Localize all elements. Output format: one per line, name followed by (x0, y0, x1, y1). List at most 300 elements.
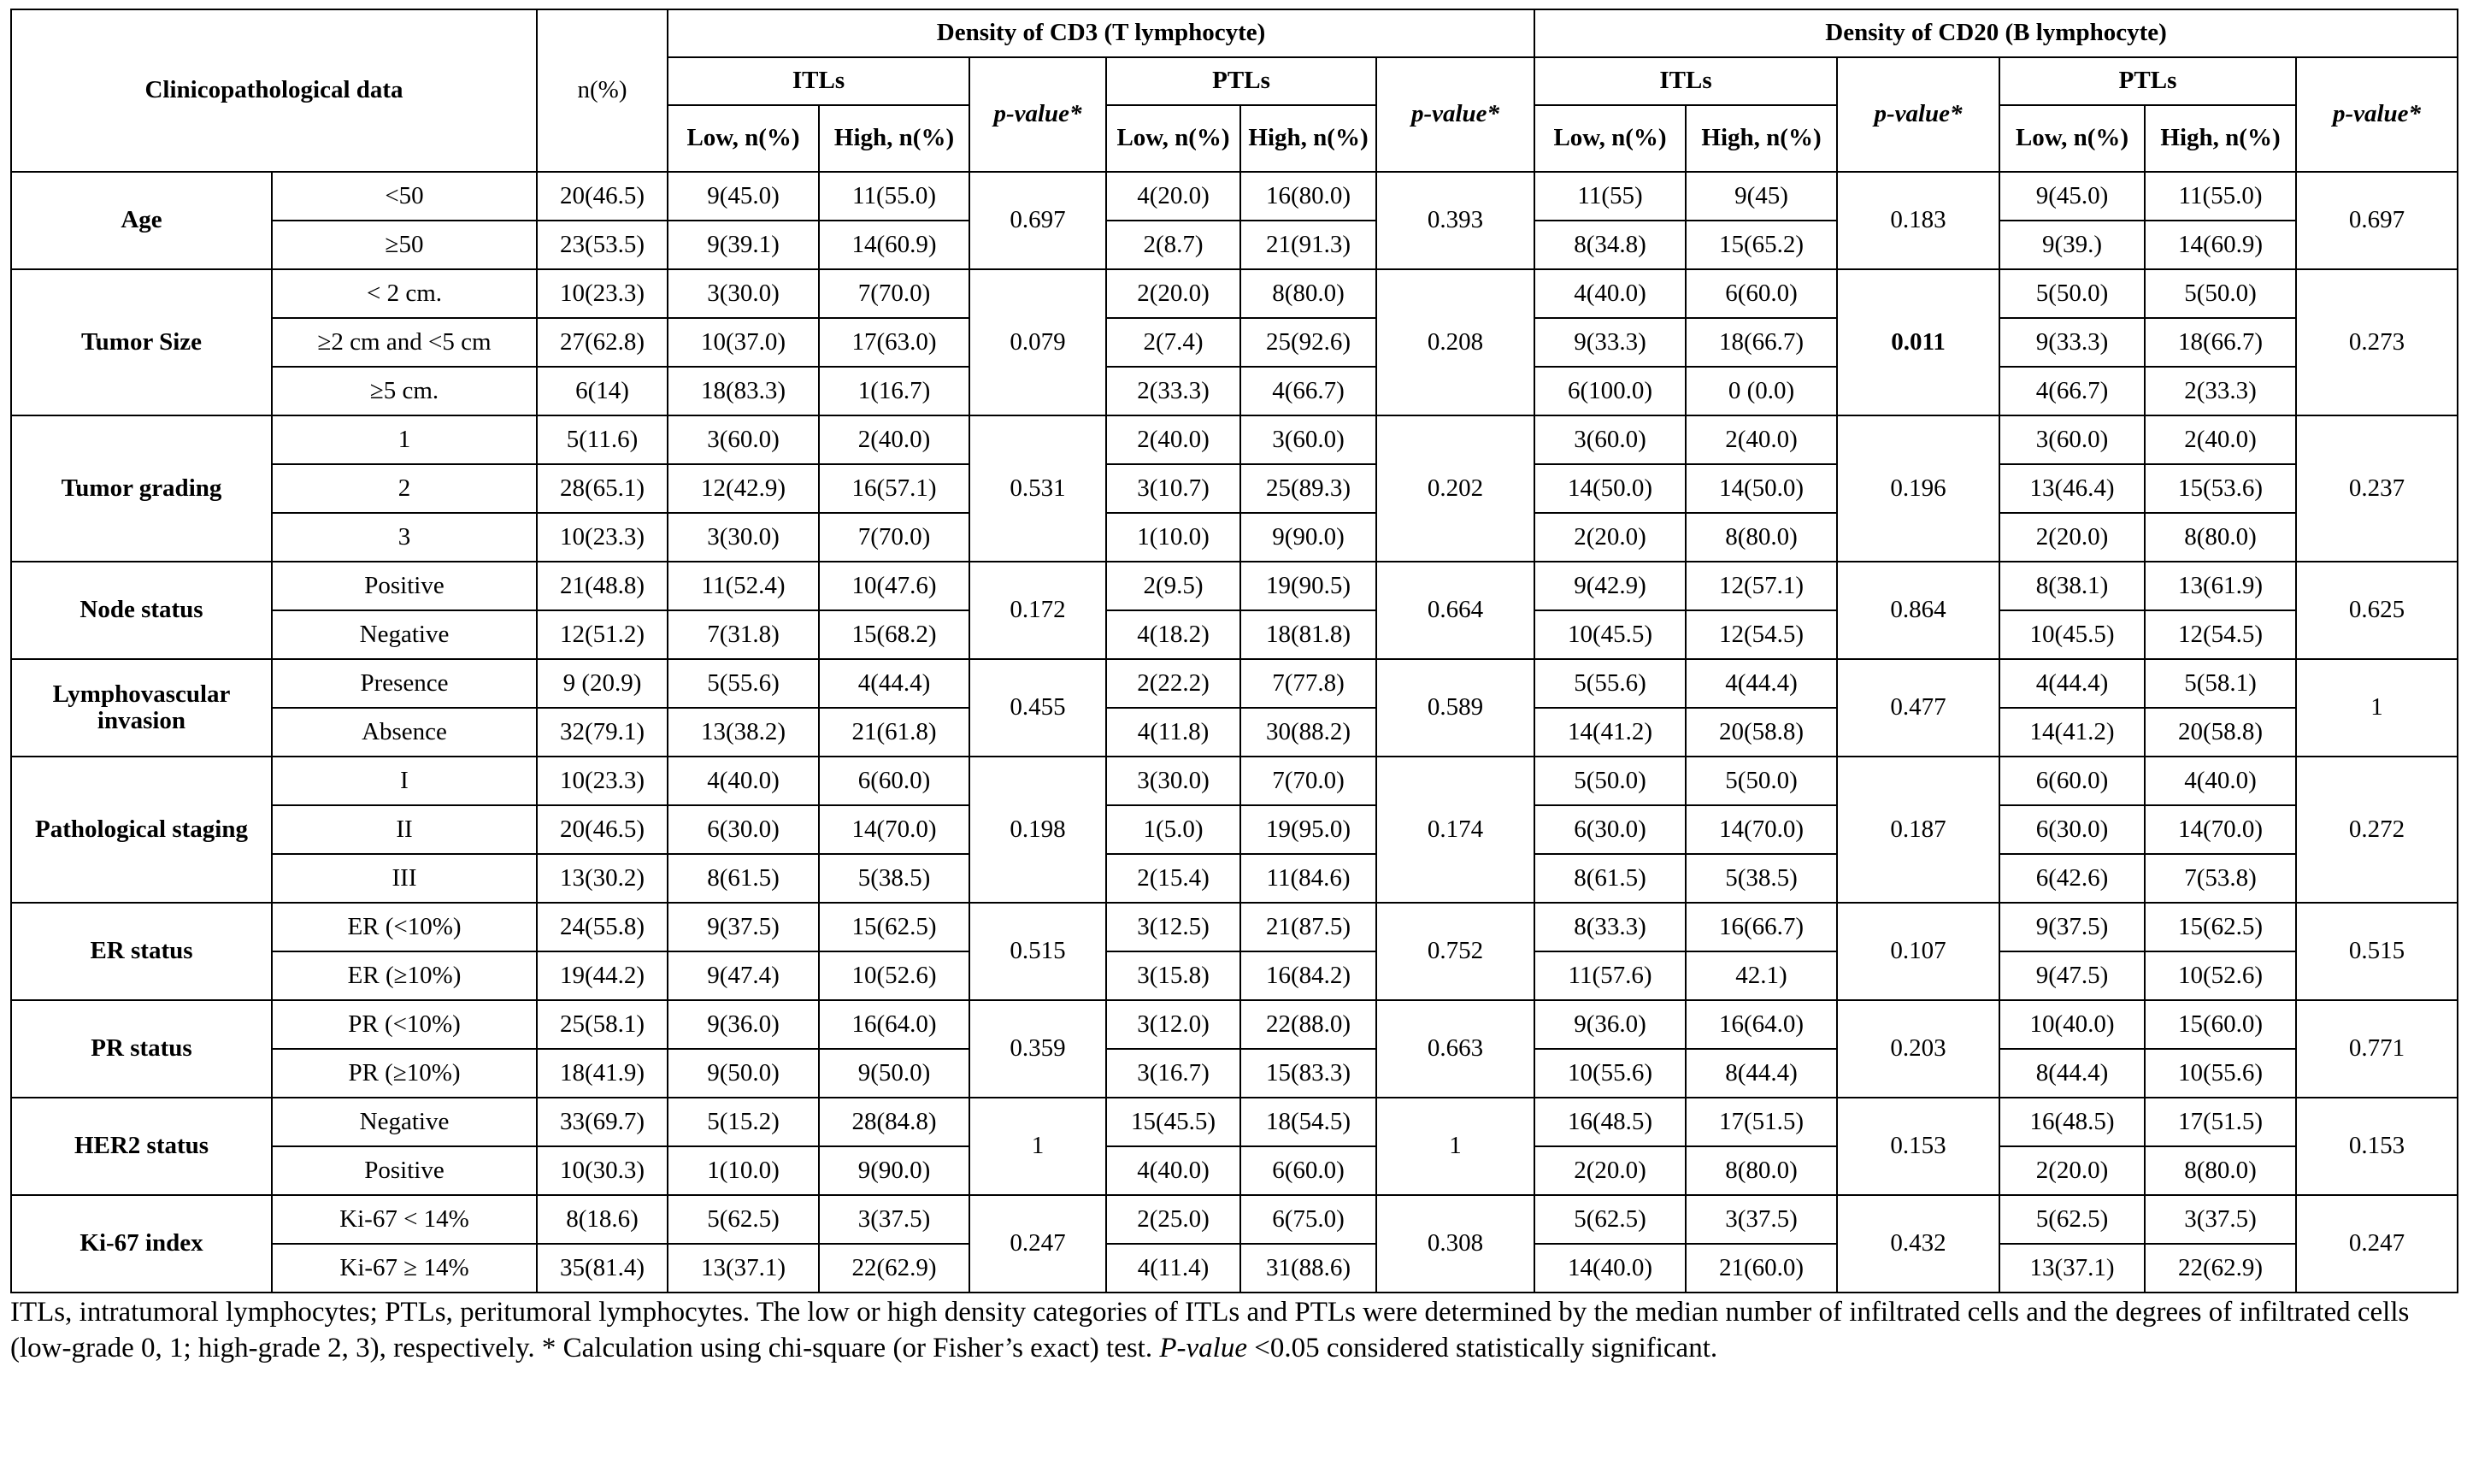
header-cd20-itls-high: High, n(%) (1686, 105, 1837, 172)
clinicopathological-table (10, 9, 2458, 1293)
cell-cd3-itl-low: 5(55.6) (668, 659, 819, 708)
cell-cd20-itl-high: 12(57.1) (1686, 562, 1837, 610)
subgroup-label: 1 (272, 415, 537, 464)
cell-cd20-itl-high: 21(60.0) (1686, 1244, 1837, 1293)
cell-cd3-ptl-high: 7(70.0) (1240, 757, 1376, 805)
cell-cd20-itl-high: 15(65.2) (1686, 221, 1837, 269)
cd3-itls-pvalue: 1 (969, 1098, 1106, 1195)
cell-cd20-itl-high: 14(70.0) (1686, 805, 1837, 854)
table-row (11, 1000, 2458, 1049)
cell-cd20-ptl-low: 10(45.5) (1999, 610, 2145, 659)
header-cd3-itls-high: High, n(%) (819, 105, 969, 172)
cell-cd3-itl-high: 14(60.9) (819, 221, 969, 269)
cell-cd20-ptl-high: 7(53.8) (2145, 854, 2296, 903)
cell-cd20-ptl-high: 10(55.6) (2145, 1049, 2296, 1098)
cell-cd20-ptl-low: 4(66.7) (1999, 367, 2145, 415)
subgroup-label: Presence (272, 659, 537, 708)
cd20-itls-pvalue: 0.864 (1837, 562, 1999, 659)
cell-cd3-itl-low: 7(31.8) (668, 610, 819, 659)
table-row (11, 269, 2458, 318)
group-label: ER status (11, 903, 272, 1000)
table-row (11, 513, 2458, 562)
cell-cd20-itl-low: 5(62.5) (1534, 1195, 1686, 1244)
cell-cd20-itl-high: 9(45) (1686, 172, 1837, 221)
cell-cd20-ptl-high: 20(58.8) (2145, 708, 2296, 757)
cd20-itls-pvalue: 0.196 (1837, 415, 1999, 562)
cell-cd20-itl-low: 6(30.0) (1534, 805, 1686, 854)
cd3-ptls-pvalue: 0.663 (1376, 1000, 1534, 1098)
subgroup-label: Ki-67 < 14% (272, 1195, 537, 1244)
cell-n: 9 (20.9) (537, 659, 668, 708)
table-row (11, 708, 2458, 757)
cell-cd3-itl-high: 10(47.6) (819, 562, 969, 610)
header-n: n(%) (537, 9, 668, 172)
table-row (11, 562, 2458, 610)
cell-cd3-ptl-high: 25(92.6) (1240, 318, 1376, 367)
cell-cd3-ptl-low: 3(12.5) (1106, 903, 1240, 951)
table-row (11, 464, 2458, 513)
cell-cd20-ptl-low: 9(45.0) (1999, 172, 2145, 221)
cell-cd20-ptl-low: 9(47.5) (1999, 951, 2145, 1000)
cell-cd3-ptl-low: 2(20.0) (1106, 269, 1240, 318)
cd20-ptls-pvalue: 0.697 (2296, 172, 2458, 269)
cell-cd3-itl-high: 14(70.0) (819, 805, 969, 854)
cell-cd3-itl-high: 6(60.0) (819, 757, 969, 805)
cd3-ptls-pvalue: 0.202 (1376, 415, 1534, 562)
cell-cd20-ptl-high: 17(51.5) (2145, 1098, 2296, 1146)
cell-cd20-ptl-high: 18(66.7) (2145, 318, 2296, 367)
cell-cd3-itl-low: 1(10.0) (668, 1146, 819, 1195)
cell-cd3-itl-high: 9(50.0) (819, 1049, 969, 1098)
cell-cd20-itl-low: 9(36.0) (1534, 1000, 1686, 1049)
header-cd3-itls-low: Low, n(%) (668, 105, 819, 172)
cd20-ptls-pvalue: 0.237 (2296, 415, 2458, 562)
cell-n: 18(41.9) (537, 1049, 668, 1098)
group-label: HER2 status (11, 1098, 272, 1195)
cell-cd20-itl-low: 14(41.2) (1534, 708, 1686, 757)
cell-cd20-ptl-high: 4(40.0) (2145, 757, 2296, 805)
cd20-itls-pvalue: 0.187 (1837, 757, 1999, 903)
header-cd3: Density of CD3 (T lymphocyte) (668, 9, 1534, 57)
cell-cd3-itl-low: 12(42.9) (668, 464, 819, 513)
header-cd3-ptls-pvalue: p-value* (1376, 57, 1534, 172)
cell-cd3-ptl-high: 9(90.0) (1240, 513, 1376, 562)
cell-cd20-ptl-low: 13(46.4) (1999, 464, 2145, 513)
subgroup-label: PR (≥10%) (272, 1049, 537, 1098)
cd20-itls-pvalue: 0.107 (1837, 903, 1999, 1000)
header-cd20-itls-pvalue: p-value* (1837, 57, 1999, 172)
cell-cd20-itl-low: 4(40.0) (1534, 269, 1686, 318)
cd20-itls-pvalue: 0.477 (1837, 659, 1999, 757)
cell-cd3-ptl-high: 18(81.8) (1240, 610, 1376, 659)
cell-cd3-ptl-low: 1(5.0) (1106, 805, 1240, 854)
cell-cd20-ptl-high: 13(61.9) (2145, 562, 2296, 610)
cell-cd20-itl-high: 12(54.5) (1686, 610, 1837, 659)
cell-cd20-ptl-high: 12(54.5) (2145, 610, 2296, 659)
cell-cd3-ptl-low: 3(12.0) (1106, 1000, 1240, 1049)
cell-cd3-itl-low: 9(45.0) (668, 172, 819, 221)
header-cd20-itls-low: Low, n(%) (1534, 105, 1686, 172)
cell-cd3-ptl-low: 3(16.7) (1106, 1049, 1240, 1098)
cell-cd20-ptl-low: 8(44.4) (1999, 1049, 2145, 1098)
cell-cd3-itl-high: 17(63.0) (819, 318, 969, 367)
cell-cd3-itl-high: 7(70.0) (819, 269, 969, 318)
cell-cd3-ptl-high: 4(66.7) (1240, 367, 1376, 415)
table-row (11, 367, 2458, 415)
cell-cd3-itl-low: 3(30.0) (668, 269, 819, 318)
cell-cd20-ptl-high: 15(60.0) (2145, 1000, 2296, 1049)
cell-cd3-ptl-low: 2(8.7) (1106, 221, 1240, 269)
cell-cd3-itl-low: 9(37.5) (668, 903, 819, 951)
cell-cd20-itl-high: 6(60.0) (1686, 269, 1837, 318)
header-cd3-ptls: PTLs (1106, 57, 1376, 105)
cell-cd3-ptl-low: 4(18.2) (1106, 610, 1240, 659)
cd3-ptls-pvalue: 0.393 (1376, 172, 1534, 269)
cell-cd20-ptl-high: 15(62.5) (2145, 903, 2296, 951)
table-row (11, 221, 2458, 269)
cd3-ptls-pvalue: 1 (1376, 1098, 1534, 1195)
cell-cd3-itl-high: 21(61.8) (819, 708, 969, 757)
cd3-itls-pvalue: 0.247 (969, 1195, 1106, 1293)
cell-cd3-itl-low: 9(36.0) (668, 1000, 819, 1049)
cell-cd20-ptl-high: 5(58.1) (2145, 659, 2296, 708)
subgroup-label: I (272, 757, 537, 805)
cell-cd20-itl-high: 4(44.4) (1686, 659, 1837, 708)
cell-cd20-ptl-high: 15(53.6) (2145, 464, 2296, 513)
cell-cd3-ptl-low: 2(33.3) (1106, 367, 1240, 415)
cell-cd20-itl-high: 2(40.0) (1686, 415, 1837, 464)
cell-cd20-itl-low: 8(61.5) (1534, 854, 1686, 903)
cd3-ptls-pvalue: 0.174 (1376, 757, 1534, 903)
cell-cd3-ptl-high: 19(95.0) (1240, 805, 1376, 854)
cell-cd3-ptl-high: 16(80.0) (1240, 172, 1376, 221)
subgroup-label: ≥5 cm. (272, 367, 537, 415)
cd3-itls-pvalue: 0.515 (969, 903, 1106, 1000)
cell-cd3-ptl-low: 2(15.4) (1106, 854, 1240, 903)
cell-cd3-itl-high: 4(44.4) (819, 659, 969, 708)
group-label: Age (11, 172, 272, 269)
cell-cd3-itl-low: 9(39.1) (668, 221, 819, 269)
cell-cd20-ptl-low: 6(30.0) (1999, 805, 2145, 854)
cell-n: 20(46.5) (537, 172, 668, 221)
cell-cd3-ptl-high: 21(87.5) (1240, 903, 1376, 951)
cell-cd3-ptl-low: 1(10.0) (1106, 513, 1240, 562)
cell-cd20-itl-low: 8(33.3) (1534, 903, 1686, 951)
table-row (11, 805, 2458, 854)
cell-cd20-ptl-low: 9(33.3) (1999, 318, 2145, 367)
cell-cd20-itl-low: 16(48.5) (1534, 1098, 1686, 1146)
table-row (11, 1195, 2458, 1244)
cd20-itls-pvalue: 0.153 (1837, 1098, 1999, 1195)
subgroup-label: Negative (272, 610, 537, 659)
header-cd3-itls: ITLs (668, 57, 969, 105)
cell-cd20-ptl-low: 6(42.6) (1999, 854, 2145, 903)
cell-cd3-ptl-low: 2(25.0) (1106, 1195, 1240, 1244)
table-row (11, 172, 2458, 221)
cd3-itls-pvalue: 0.697 (969, 172, 1106, 269)
cell-cd20-itl-high: 8(80.0) (1686, 1146, 1837, 1195)
cd20-ptls-pvalue: 0.515 (2296, 903, 2458, 1000)
subgroup-label: <50 (272, 172, 537, 221)
cell-n: 10(30.3) (537, 1146, 668, 1195)
table-row (11, 1146, 2458, 1195)
cell-cd20-itl-low: 5(55.6) (1534, 659, 1686, 708)
cell-cd20-ptl-high: 11(55.0) (2145, 172, 2296, 221)
cd20-itls-pvalue: 0.203 (1837, 1000, 1999, 1098)
cell-cd3-ptl-high: 21(91.3) (1240, 221, 1376, 269)
cell-cd3-itl-high: 15(62.5) (819, 903, 969, 951)
cell-cd3-ptl-high: 7(77.8) (1240, 659, 1376, 708)
cd3-itls-pvalue: 0.359 (969, 1000, 1106, 1098)
table-footnote (10, 1295, 2457, 1367)
cell-cd3-itl-high: 2(40.0) (819, 415, 969, 464)
group-label: Node status (11, 562, 272, 659)
cell-cd20-ptl-low: 5(62.5) (1999, 1195, 2145, 1244)
cell-cd20-itl-low: 11(57.6) (1534, 951, 1686, 1000)
table-row (11, 903, 2458, 951)
group-label: Pathological staging (11, 757, 272, 903)
cell-n: 13(30.2) (537, 854, 668, 903)
cell-n: 21(48.8) (537, 562, 668, 610)
cell-cd20-ptl-low: 14(41.2) (1999, 708, 2145, 757)
cell-cd3-itl-low: 10(37.0) (668, 318, 819, 367)
cd20-ptls-pvalue: 0.247 (2296, 1195, 2458, 1293)
cell-cd20-itl-low: 6(100.0) (1534, 367, 1686, 415)
cell-cd3-ptl-high: 30(88.2) (1240, 708, 1376, 757)
cell-cd20-ptl-low: 5(50.0) (1999, 269, 2145, 318)
footnote-text: ITLs, intratumoral lymphocytes; PTLs, peritumoral lymphocytes. The low or high density categories of ITLs and PTLs were determined by the median number of infiltrated cells and the degrees of infiltrated cells (low-grade 0, 1; high-grade 2, 3), respectively. * Calculation using chi-square (or Fisher’s exact) test. (10, 1297, 2410, 1363)
cell-n: 12(51.2) (537, 610, 668, 659)
cell-cd3-itl-low: 9(47.4) (668, 951, 819, 1000)
header-cd20-ptls-low: Low, n(%) (1999, 105, 2145, 172)
cell-cd20-itl-low: 9(33.3) (1534, 318, 1686, 367)
table-row (11, 659, 2458, 708)
cd20-ptls-pvalue: 0.273 (2296, 269, 2458, 415)
cell-n: 28(65.1) (537, 464, 668, 513)
cd3-ptls-pvalue: 0.589 (1376, 659, 1534, 757)
cell-cd3-itl-high: 10(52.6) (819, 951, 969, 1000)
subgroup-label: ER (≥10%) (272, 951, 537, 1000)
cell-cd3-ptl-high: 16(84.2) (1240, 951, 1376, 1000)
cell-cd20-ptl-high: 2(40.0) (2145, 415, 2296, 464)
cell-cd20-itl-high: 3(37.5) (1686, 1195, 1837, 1244)
subgroup-label: ≥50 (272, 221, 537, 269)
cell-cd20-ptl-low: 6(60.0) (1999, 757, 2145, 805)
cd3-itls-pvalue: 0.079 (969, 269, 1106, 415)
table-row (11, 854, 2458, 903)
cell-n: 5(11.6) (537, 415, 668, 464)
cell-cd20-itl-high: 16(66.7) (1686, 903, 1837, 951)
cell-cd20-ptl-high: 14(60.9) (2145, 221, 2296, 269)
header-cd20: Density of CD20 (B lymphocyte) (1534, 9, 2458, 57)
cell-cd3-ptl-high: 25(89.3) (1240, 464, 1376, 513)
cell-cd20-itl-high: 8(44.4) (1686, 1049, 1837, 1098)
cd20-itls-pvalue: 0.183 (1837, 172, 1999, 269)
cd20-ptls-pvalue: 1 (2296, 659, 2458, 757)
cell-n: 23(53.5) (537, 221, 668, 269)
cell-cd3-ptl-low: 4(40.0) (1106, 1146, 1240, 1195)
cell-n: 10(23.3) (537, 757, 668, 805)
header-clinicopathological: Clinicopathological data (11, 9, 537, 172)
cd20-ptls-pvalue: 0.153 (2296, 1098, 2458, 1195)
cell-cd3-itl-high: 16(64.0) (819, 1000, 969, 1049)
cell-cd20-ptl-high: 2(33.3) (2145, 367, 2296, 415)
cell-cd3-ptl-low: 3(10.7) (1106, 464, 1240, 513)
table-container (10, 9, 2457, 1367)
cell-cd20-ptl-low: 3(60.0) (1999, 415, 2145, 464)
cell-cd3-itl-low: 8(61.5) (668, 854, 819, 903)
cell-cd20-itl-high: 20(58.8) (1686, 708, 1837, 757)
cell-cd20-itl-high: 18(66.7) (1686, 318, 1837, 367)
table-row (11, 610, 2458, 659)
cell-cd3-itl-low: 9(50.0) (668, 1049, 819, 1098)
footnote-pvalue-label: P-value (1159, 1332, 1247, 1363)
cell-n: 19(44.2) (537, 951, 668, 1000)
cell-cd3-itl-high: 9(90.0) (819, 1146, 969, 1195)
cell-cd20-ptl-high: 8(80.0) (2145, 1146, 2296, 1195)
cell-cd3-itl-high: 1(16.7) (819, 367, 969, 415)
cell-cd3-ptl-low: 4(20.0) (1106, 172, 1240, 221)
subgroup-label: PR (<10%) (272, 1000, 537, 1049)
cell-cd20-ptl-low: 2(20.0) (1999, 513, 2145, 562)
subgroup-label: ≥2 cm and <5 cm (272, 318, 537, 367)
cell-n: 24(55.8) (537, 903, 668, 951)
cell-n: 8(18.6) (537, 1195, 668, 1244)
cell-n: 27(62.8) (537, 318, 668, 367)
table-row (11, 757, 2458, 805)
cell-cd20-ptl-low: 8(38.1) (1999, 562, 2145, 610)
cd20-ptls-pvalue: 0.771 (2296, 1000, 2458, 1098)
cell-cd3-ptl-low: 4(11.8) (1106, 708, 1240, 757)
cell-cd20-itl-high: 14(50.0) (1686, 464, 1837, 513)
cell-cd3-itl-high: 16(57.1) (819, 464, 969, 513)
cell-cd3-ptl-high: 11(84.6) (1240, 854, 1376, 903)
cell-cd3-ptl-low: 2(7.4) (1106, 318, 1240, 367)
header-cd20-ptls: PTLs (1999, 57, 2296, 105)
cell-cd20-itl-low: 5(50.0) (1534, 757, 1686, 805)
header-cd3-ptls-high: High, n(%) (1240, 105, 1376, 172)
header-cd20-ptls-pvalue: p-value* (2296, 57, 2458, 172)
cell-cd3-itl-high: 28(84.8) (819, 1098, 969, 1146)
cd20-itls-pvalue: 0.432 (1837, 1195, 1999, 1293)
cell-cd20-itl-high: 42.1) (1686, 951, 1837, 1000)
cell-cd20-ptl-low: 10(40.0) (1999, 1000, 2145, 1049)
table-row (11, 415, 2458, 464)
group-label: Lymphovascular invasion (11, 659, 272, 757)
cell-cd3-ptl-low: 3(30.0) (1106, 757, 1240, 805)
cell-cd20-ptl-high: 14(70.0) (2145, 805, 2296, 854)
cell-cd20-ptl-low: 2(20.0) (1999, 1146, 2145, 1195)
cell-cd3-ptl-high: 6(60.0) (1240, 1146, 1376, 1195)
cd3-itls-pvalue: 0.198 (969, 757, 1106, 903)
subgroup-label: Ki-67 ≥ 14% (272, 1244, 537, 1293)
table-row (11, 1098, 2458, 1146)
cell-cd3-itl-low: 11(52.4) (668, 562, 819, 610)
cell-cd3-itl-low: 13(38.2) (668, 708, 819, 757)
cell-cd20-ptl-low: 9(39.) (1999, 221, 2145, 269)
cell-cd3-ptl-low: 3(15.8) (1106, 951, 1240, 1000)
cell-cd20-itl-high: 16(64.0) (1686, 1000, 1837, 1049)
cell-cd20-itl-low: 2(20.0) (1534, 1146, 1686, 1195)
cd3-ptls-pvalue: 0.308 (1376, 1195, 1534, 1293)
cell-n: 10(23.3) (537, 513, 668, 562)
cell-cd20-itl-high: 17(51.5) (1686, 1098, 1837, 1146)
subgroup-label: III (272, 854, 537, 903)
cell-cd20-ptl-low: 13(37.1) (1999, 1244, 2145, 1293)
cell-n: 10(23.3) (537, 269, 668, 318)
subgroup-label: 3 (272, 513, 537, 562)
group-label: Ki-67 index (11, 1195, 272, 1293)
cell-cd3-ptl-low: 2(40.0) (1106, 415, 1240, 464)
cell-cd20-itl-low: 14(50.0) (1534, 464, 1686, 513)
table-row (11, 951, 2458, 1000)
cell-cd3-itl-low: 5(62.5) (668, 1195, 819, 1244)
cell-cd3-ptl-high: 8(80.0) (1240, 269, 1376, 318)
cd3-itls-pvalue: 0.531 (969, 415, 1106, 562)
cell-cd3-itl-low: 13(37.1) (668, 1244, 819, 1293)
cell-cd3-ptl-low: 4(11.4) (1106, 1244, 1240, 1293)
cell-cd20-itl-high: 8(80.0) (1686, 513, 1837, 562)
cell-cd3-itl-low: 18(83.3) (668, 367, 819, 415)
subgroup-label: Positive (272, 562, 537, 610)
cd20-ptls-pvalue: 0.272 (2296, 757, 2458, 903)
cell-n: 32(79.1) (537, 708, 668, 757)
cell-cd20-itl-low: 11(55) (1534, 172, 1686, 221)
footnote-significance: <0.05 considered statistically significant. (1246, 1332, 1718, 1363)
cell-cd20-itl-low: 8(34.8) (1534, 221, 1686, 269)
cell-cd20-itl-low: 3(60.0) (1534, 415, 1686, 464)
cd20-itls-pvalue: 0.011 (1837, 269, 1999, 415)
header-cd3-itls-pvalue: p-value* (969, 57, 1106, 172)
cell-cd20-itl-low: 10(55.6) (1534, 1049, 1686, 1098)
cell-cd20-ptl-high: 8(80.0) (2145, 513, 2296, 562)
cell-cd3-ptl-low: 2(22.2) (1106, 659, 1240, 708)
cell-cd20-ptl-low: 9(37.5) (1999, 903, 2145, 951)
cell-cd3-itl-low: 3(60.0) (668, 415, 819, 464)
cell-n: 6(14) (537, 367, 668, 415)
cell-n: 35(81.4) (537, 1244, 668, 1293)
cell-cd20-itl-high: 0 (0.0) (1686, 367, 1837, 415)
cd3-ptls-pvalue: 0.664 (1376, 562, 1534, 659)
cell-cd20-ptl-high: 5(50.0) (2145, 269, 2296, 318)
cell-cd3-ptl-high: 3(60.0) (1240, 415, 1376, 464)
cell-cd3-ptl-high: 18(54.5) (1240, 1098, 1376, 1146)
cell-cd20-itl-low: 10(45.5) (1534, 610, 1686, 659)
table-row (11, 1244, 2458, 1293)
group-label: Tumor Size (11, 269, 272, 415)
cell-cd20-ptl-low: 16(48.5) (1999, 1098, 2145, 1146)
cell-cd3-ptl-high: 19(90.5) (1240, 562, 1376, 610)
cell-cd3-itl-high: 5(38.5) (819, 854, 969, 903)
subgroup-label: < 2 cm. (272, 269, 537, 318)
subgroup-label: II (272, 805, 537, 854)
cd3-ptls-pvalue: 0.208 (1376, 269, 1534, 415)
cell-cd20-ptl-high: 3(37.5) (2145, 1195, 2296, 1244)
subgroup-label: Negative (272, 1098, 537, 1146)
header-cd20-ptls-high: High, n(%) (2145, 105, 2296, 172)
subgroup-label: Positive (272, 1146, 537, 1195)
cell-n: 33(69.7) (537, 1098, 668, 1146)
cell-cd20-itl-high: 5(38.5) (1686, 854, 1837, 903)
table-row (11, 1049, 2458, 1098)
cell-cd3-itl-high: 7(70.0) (819, 513, 969, 562)
subgroup-label: ER (<10%) (272, 903, 537, 951)
cell-cd3-itl-low: 6(30.0) (668, 805, 819, 854)
cell-cd3-itl-low: 4(40.0) (668, 757, 819, 805)
cell-cd3-ptl-high: 22(88.0) (1240, 1000, 1376, 1049)
table-row (11, 318, 2458, 367)
cell-cd3-ptl-high: 31(88.6) (1240, 1244, 1376, 1293)
